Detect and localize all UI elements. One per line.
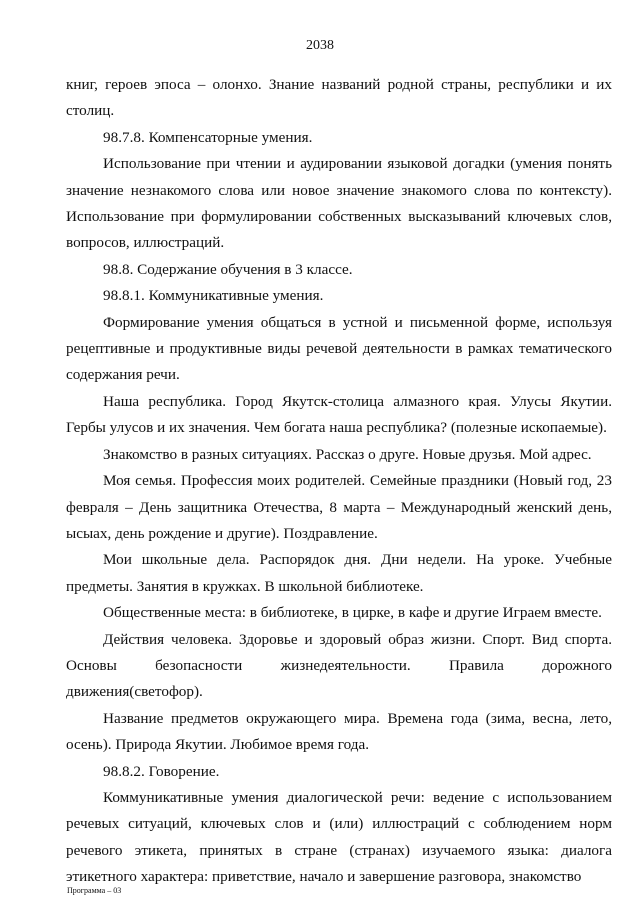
document-body	[66, 72, 612, 891]
paragraph-acquaintance: Знакомство в разных ситуациях. Рассказ о друге. Новые друзья. Мой адрес.	[103, 445, 592, 463]
section-heading-98-8-1: 98.8.1. Коммуникативные умения.	[103, 287, 324, 305]
paragraph-nature: Название предметов окружающего мира. Времена года (зима, весна, лето, осень). Природа Якутии. Любимое время года.	[66, 709, 612, 754]
paragraph-public-places: Общественные места: в библиотеке, в цирке, в кафе и другие Играем вместе.	[103, 604, 602, 622]
section-heading-98-8: 98.8. Содержание обучения в 3 классе.	[103, 260, 353, 278]
paragraph-school: Мои школьные дела. Распорядок дня. Дни недели. На уроке. Учебные предметы. Занятия в кружках. В школьной библиотеке.	[66, 551, 612, 595]
paragraph-health: Действия человека. Здоровье и здоровый образ жизни. Спорт. Вид спорта. Основы безопасности жизнедеятельности. Правила дорожного движения(светофор).	[66, 630, 612, 701]
section-heading-98-8-2: 98.8.2. Говорение.	[103, 762, 220, 780]
paragraph-communication: Формирование умения общаться в устной и письменной форме, используя рецептивные и продуктивные виды речевой деятельности в рамках тематического содержания речи.	[66, 313, 612, 384]
footer-label: Программа – 03	[67, 886, 122, 895]
paragraph-family: Моя семья. Профессия моих родителей. Семейные праздники (Новый год, 23 февраля – День защитника Отечества, 8 марта – Международный женский день, ысыах, день рождение и другие). Поздравление.	[66, 472, 612, 542]
paragraph-dialogue: Коммуникативные умения диалогической речи: ведение с использованием речевых ситуаций, ключевых слов и (или) иллюстраций с соблюдением норм речевого этикета, принятых в стране (странах) изучаемого языка: диалога этикетного характера: приветствие, начало и завершение разговора, знакомство	[66, 788, 612, 886]
page-number: 2038	[306, 38, 334, 53]
paragraph-compensatory: Использование при чтении и аудировании языковой догадки (умения понять значение незнакомого слова или новое значение знакомого слова по контексту). Использование при формулировании собственных высказываний ключевых слов, вопросов, иллюстраций.	[66, 155, 612, 252]
paragraph-continuation: книг, героев эпоса – олонхо. Знание названий родной страны, республики и их столиц.	[66, 76, 612, 120]
section-heading-98-7-8: 98.7.8. Компенсаторные умения.	[103, 128, 313, 146]
paragraph-republic: Наша республика. Город Якутск-столица алмазного края. Улусы Якутии. Гербы улусов и их значения. Чем богата наша республика? (полезные ископаемые).	[66, 392, 612, 437]
